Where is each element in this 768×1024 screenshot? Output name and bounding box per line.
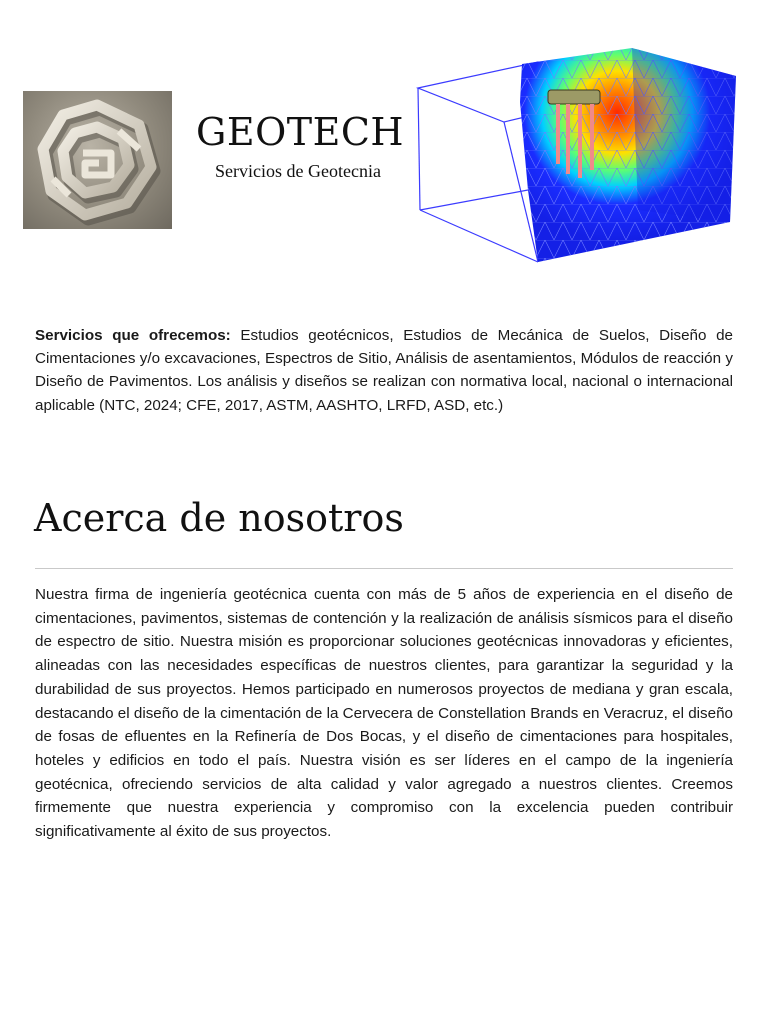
about-heading: Acerca de nosotros bbox=[34, 496, 404, 540]
brand-subtitle: Servicios de Geotecnia bbox=[215, 161, 381, 181]
geometric-knot-logo-icon bbox=[23, 91, 172, 229]
about-paragraph: Nuestra firma de ingeniería geotécnica cuenta con más de 5 años de experiencia en el diseño de cimentaciones, pavimentos, sistemas de contención y la realización de análisis sísmicos para el diseño de espectro de sitio. Nuestra misión es proporcionar soluciones geotécnicas innovadoras y eficientes, alineadas con las necesidades específicas de nuestros clientes, para garantizar la seguridad y la durabilidad de sus proyectos. Hemos participado en numerosos proyectos de mediana y gran escala, destacando el diseño de la cimentación de la Cervecera de Constellation Brands en Veracruz, el diseño de fosas de efluentes en la Refinería de Dos Bocas, y el diseño de cimentaciones para hospitales, hoteles y edificios en todo el país. Nuestra visión es ser líderes en el campo de la ingeniería geotécnica, ofreciendo servicios de alta calidad y valor agregado a nuestros clientes. Creemos firmemente que nuestra experiencia y compromiso con la excelencia pueden contribuir significativamente al éxito de sus proyectos. bbox=[35, 586, 733, 841]
finite-element-soil-model-icon bbox=[410, 42, 742, 266]
section-divider bbox=[35, 568, 733, 569]
services-label: Servicios que ofrecemos: bbox=[35, 327, 231, 344]
services-text: Estudios geotécnicos, Estudios de Mecánica de Suelos, Diseño de Cimentaciones y/o excavaciones, Espectros de Sitio, Análisis de asentamientos, Módulos de reacción y Diseño de Pavimentos. Los análisis y diseños se realizan con normativa local, nacional o internacional aplicable (NTC, 2024; CFE, 2017, ASTM, AASHTO, LRFD, ASD, etc.) bbox=[35, 327, 733, 414]
soil-model-figure bbox=[410, 42, 742, 266]
brand-title: GEOTECH bbox=[196, 110, 405, 154]
services-paragraph bbox=[35, 324, 733, 417]
company-logo bbox=[23, 91, 172, 229]
